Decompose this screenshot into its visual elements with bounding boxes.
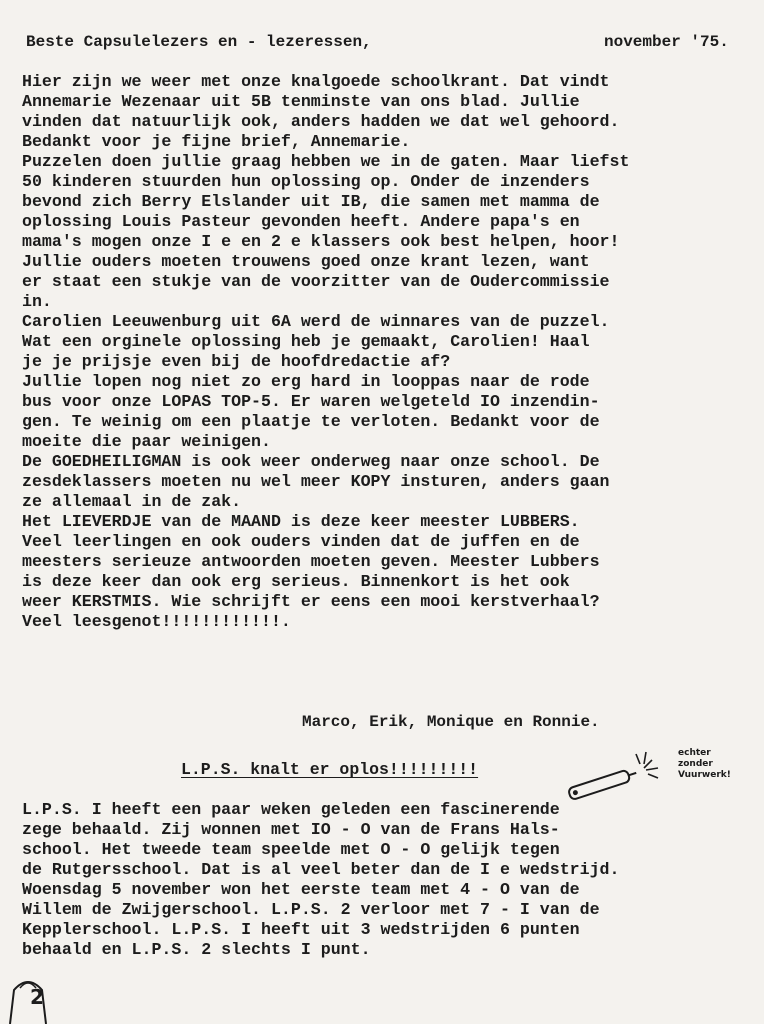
page-number-badge — [0, 968, 56, 1024]
article-line: Willem de Zwijgerschool. L.P.S. 2 verloor met 7 - I van de — [22, 900, 600, 919]
letter-date: november '75. — [604, 33, 729, 51]
letter-line: meesters serieuze antwoorden moeten geven. Meester Lubbers — [22, 552, 600, 571]
letter-line: in. — [22, 292, 52, 311]
letter-line: vinden dat natuurlijk ook, anders hadden we dat wel gehoord. — [22, 112, 620, 131]
firework-illustration — [562, 746, 762, 802]
letter-line: Wat een orginele oplossing heb je gemaakt, Carolien! Haal — [22, 332, 590, 351]
article-line: Kepplerschool. L.P.S. I heeft uit 3 wedstrijden 6 punten — [22, 920, 580, 939]
page-number: 2 — [30, 985, 44, 1009]
letter-line: zesdeklassers moeten nu wel meer KOPY insturen, anders gaan — [22, 472, 610, 491]
letter-line: Bedankt voor je fijne brief, Annemarie. — [22, 132, 411, 151]
article-line: Woensdag 5 november won het eerste team met 4 - O van de — [22, 880, 580, 899]
letter-line: is deze keer dan ook erg serieus. Binnenkort is het ook — [22, 572, 570, 591]
letter-line: Jullie ouders moeten trouwens goed onze krant lezen, want — [22, 252, 590, 271]
firecracker-icon — [562, 746, 762, 802]
letter-line: Veel leerlingen en ook ouders vinden dat de juffen en de — [22, 532, 580, 551]
article-line: L.P.S. I heeft een paar weken geleden een fascinerende — [22, 800, 560, 819]
letter-line: Jullie lopen nog niet zo erg hard in looppas naar de rode — [22, 372, 590, 391]
article-line: school. Het tweede team speelde met O - O gelijk tegen — [22, 840, 560, 859]
letter-line: Puzzelen doen jullie graag hebben we in de gaten. Maar liefst — [22, 152, 630, 171]
letter-line: Annemarie Wezenaar uit 5B tenminste van ons blad. Jullie — [22, 92, 580, 111]
letter-line: Hier zijn we weer met onze knalgoede schoolkrant. Dat vindt — [22, 72, 610, 91]
article-line: de Rutgersschool. Dat is al veel beter dan de I e wedstrijd. — [22, 860, 620, 879]
letter-line: mama's mogen onze I e en 2 e klassers ook best helpen, hoor! — [22, 232, 620, 251]
letter-line: weer KERSTMIS. Wie schrijft er eens een mooi kerstverhaal? — [22, 592, 600, 611]
firework-note: echter zonder Vuurwerk! — [678, 748, 731, 780]
letter-greeting: Beste Capsulelezers en - lezeressen, — [26, 33, 372, 51]
letter-line: moeite die paar weinigen. — [22, 432, 271, 451]
article-line: zege behaald. Zij wonnen met IO - O van de Frans Hals- — [22, 820, 560, 839]
letter-line: er staat een stukje van de voorzitter van de Oudercommissie — [22, 272, 610, 291]
letter-line: bus voor onze LOPAS TOP-5. Er waren welgeteld IO inzendin- — [22, 392, 600, 411]
letter-signature: Marco, Erik, Monique en Ronnie. — [302, 713, 600, 731]
article-line: behaald en L.P.S. 2 slechts I punt. — [22, 940, 371, 959]
letter-line: Carolien Leeuwenburg uit 6A werd de winnares van de puzzel. — [22, 312, 610, 331]
letter-line: gen. Te weinig om een plaatje te verloten. Bedankt voor de — [22, 412, 600, 431]
letter-line: bevond zich Berry Elslander uit IB, die samen met mamma de — [22, 192, 600, 211]
letter-line: je je prijsje even bij de hoofdredactie af? — [22, 352, 451, 371]
letter-line: 50 kinderen stuurden hun oplossing op. Onder de inzenders — [22, 172, 590, 191]
letter-line: Veel leesgenot!!!!!!!!!!!!. — [22, 612, 291, 631]
letter-line: Het LIEVERDJE van de MAAND is deze keer meester LUBBERS. — [22, 512, 580, 531]
letter-line: De GOEDHEILIGMAN is ook weer onderweg naar onze school. De — [22, 452, 600, 471]
letter-line: ze allemaal in de zak. — [22, 492, 242, 511]
article-heading: L.P.S. knalt er oplos!!!!!!!!! — [181, 760, 479, 779]
letter-line: oplossing Louis Pasteur gevonden heeft. Andere papa's en — [22, 212, 580, 231]
